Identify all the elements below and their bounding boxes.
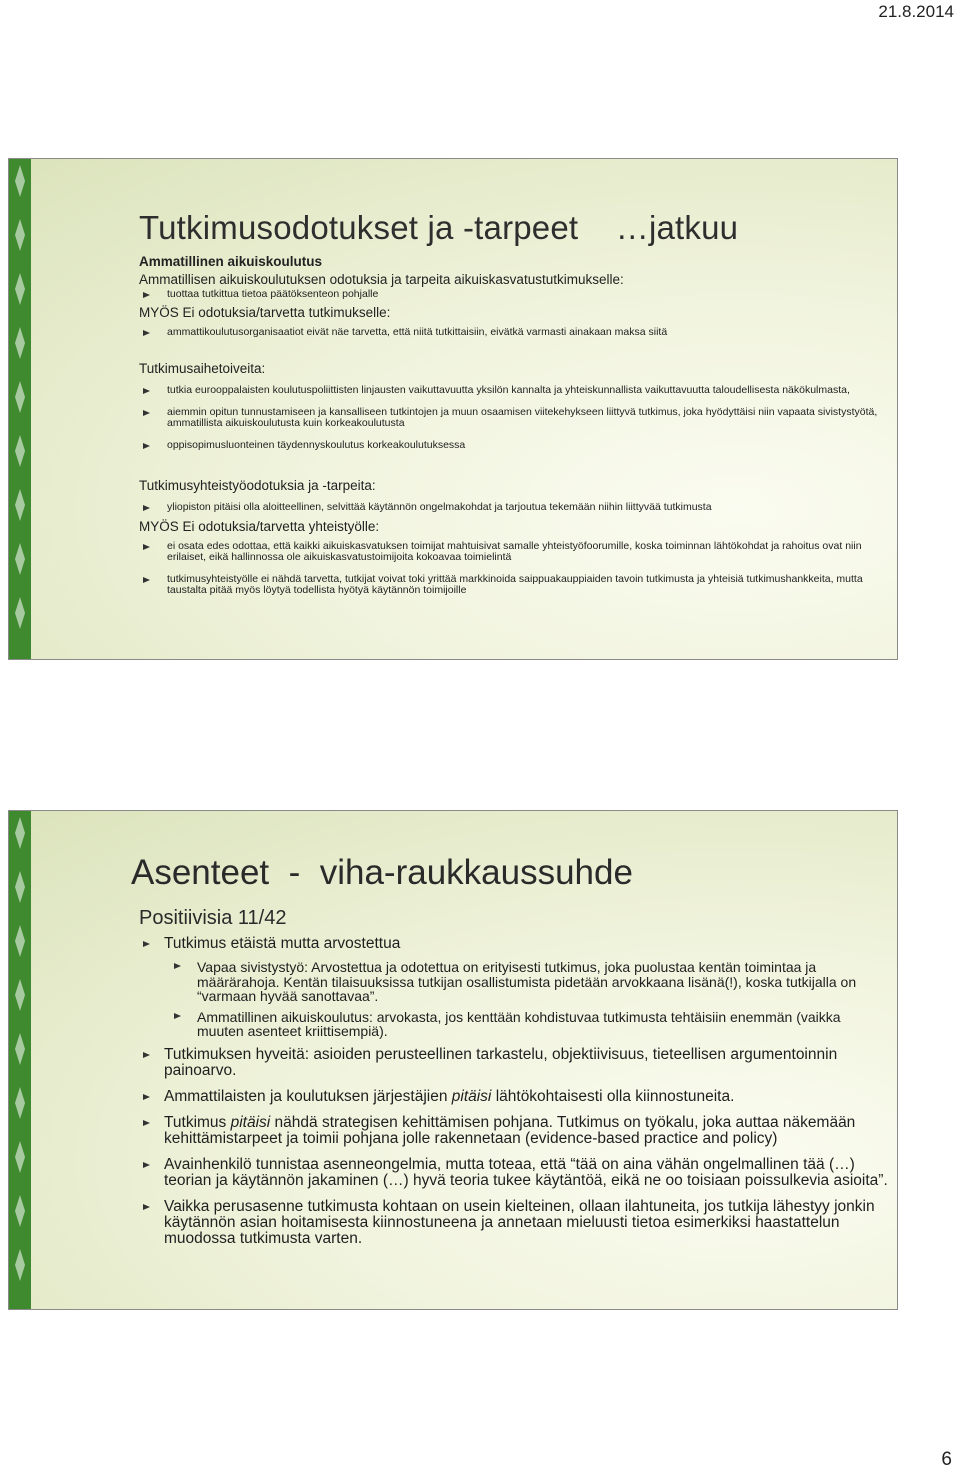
list-item-text: Ammatillinen aikuiskoulutus: arvokasta, jos kenttään kohdistuvaa tutkimusta tehtäisiin enemmän (vaikka muuten asenteet kriittisempiä). <box>197 1008 841 1039</box>
leaf-ornament-icon <box>9 811 31 1311</box>
list-item <box>139 440 889 452</box>
list-item <box>139 936 889 952</box>
emphasis-text: pitäisi <box>451 1087 492 1105</box>
list-item-text: Tutkimus <box>164 1113 231 1131</box>
list-item <box>139 1047 889 1079</box>
arrow-bullet-icon <box>143 543 152 551</box>
slide-side-bar <box>9 159 31 659</box>
list-item <box>139 1089 889 1105</box>
arrow-bullet-icon <box>143 1051 152 1059</box>
arrow-bullet-icon <box>143 409 152 417</box>
arrow-bullet-icon <box>143 1093 152 1101</box>
page-date: 21.8.2014 <box>878 2 954 21</box>
arrow-bullet-icon <box>143 442 152 450</box>
section-heading: Ammatillinen aikuiskoulutus <box>139 254 323 269</box>
list-item-text: Vapaa sivistystyö: Arvostettua ja odotettua on erityisesti tutkimus, joka puolustaa kentän toimintaa ja määrärahoja. Kentän tilaisuuksissa tutkijan osallistumista pidetään arvokkaana lisänä(!), koska tutkijalla on “varmaan hyvää sanottavaa”. <box>197 959 857 1004</box>
slide-2-title: Asenteet - viha-raukkaussuhde <box>131 853 633 892</box>
list-item <box>139 385 889 397</box>
arrow-bullet-icon <box>143 329 152 337</box>
slide-1-title: Tutkimusodotukset ja -tarpeet …jatkuu <box>139 209 739 246</box>
arrow-bullet-icon <box>143 291 152 299</box>
list-item-text: Ammattilaisten ja koulutuksen järjestäjien <box>164 1087 452 1105</box>
page-number: 6 <box>941 1449 952 1470</box>
arrow-bullet-icon <box>143 504 152 512</box>
list-item <box>139 1157 889 1189</box>
list-item-text: Avainhenkilö tunnistaa asenneongelmia, mutta toteaa, että “tää on aina vähän ongelmallinen tää (…) teorian ja käytännön jakaminen (…) hyvä teoria tukee käytäntöä, eikä ne oo toisiaan poissulkevia asioita”. <box>164 1155 888 1189</box>
sub-list-item <box>139 1010 889 1039</box>
list-item-text: tuottaa tutkittua tietoa päätöksenteon pohjalle <box>167 288 379 300</box>
list-item-text: lähtökohtaisesti olla kiinnostuneita. <box>491 1087 735 1105</box>
list-item-text: Tutkimus etäistä mutta arvostettua <box>164 935 401 952</box>
arrow-bullet-icon <box>143 576 152 584</box>
list-item-text: tutkimusyhteistyölle ei nähdä tarvetta, tutkijat voivat toki yrittää markkinoida saippuakauppiaiden tavoin tutkimusta ja yhteisiä tutkimushankkeita, mutta taustalta pitää myös löytyä todellista hyötyä käytännön toimijoille <box>167 572 863 596</box>
coop-label: Tutkimusyhteistyöodotuksia ja -tarpeita: <box>139 478 376 493</box>
arrow-bullet-icon <box>143 1161 152 1169</box>
list-item <box>139 327 889 339</box>
arrow-bullet-icon <box>143 1119 152 1127</box>
slide-side-bar <box>9 811 31 1309</box>
arrow-bullet-icon <box>143 940 152 948</box>
slide-2-body <box>139 907 889 1247</box>
list-item <box>139 541 889 564</box>
arrow-bullet-icon <box>143 1203 152 1211</box>
list-item-text: nähdä strategisen kehittämisen pohjana. Tutkimus on työkalu, joka auttaa näkemään kehittämistarpeet ja toimii pohjana jolle rakennetaan (evidence-based practice and policy) <box>164 1113 856 1147</box>
slide-2 <box>8 810 898 1310</box>
list-item <box>139 407 889 430</box>
arrow-bullet-icon <box>143 387 152 395</box>
also-label: MYÖS Ei odotuksia/tarvetta tutkimukselle: <box>139 304 391 320</box>
list-item-text: yliopiston pitäisi olla aloitteellinen, selvittää käytännön ongelmakohdat ja tarjoutua tekemään niihin liittyvää tutkimusta <box>167 501 712 513</box>
list-item-text: ammattikoulutusorganisaatiot eivät näe tarvetta, että niitä tutkittaisiin, eivätkä varmasti ainakaan maksa siitä <box>167 325 668 338</box>
list-item <box>139 1199 889 1247</box>
list-item-text: tutkia eurooppalaisten koulutuspoliittisten linjausten vaikuttavuutta yksilön kannalta ja yhteiskunnallista vaikuttavuutta taloudellisesta näkökulmasta, <box>167 384 850 396</box>
emphasis-text: pitäisi <box>230 1113 271 1131</box>
list-item <box>139 289 889 301</box>
list-item-text: aiemmin opitun tunnustamiseen ja kansalliseen tutkintojen ja muun osaamisen viitekehykseen liittyvä tutkimus, joka hyödyttäisi niin vapaata sivistystyötä, ammatillista aikuiskoulutusta kuin korkeakoulutusta <box>167 405 878 429</box>
arrow-bullet-icon <box>174 1012 183 1020</box>
list-item <box>139 502 889 514</box>
section-intro: Ammatillisen aikuiskoulutuksen odotuksia ja tarpeita aikuiskasvatustutkimukselle: <box>139 272 624 287</box>
list-item <box>139 574 889 597</box>
slide-1-body <box>139 253 889 597</box>
topics-label: Tutkimusaihetoiveita: <box>139 361 266 376</box>
slide-1 <box>8 158 898 660</box>
sub-list-item <box>139 960 889 1004</box>
list-item-text: oppisopimusluonteinen täydennyskoulutus korkeakoulutuksessa <box>167 438 466 451</box>
arrow-bullet-icon <box>174 962 183 970</box>
slide-2-subtitle: Positiivisia 11/42 <box>139 907 287 929</box>
list-item-text: Tutkimuksen hyveitä: asioiden perusteellinen tarkastelu, objektiivisuus, tieteellisen argumentoinnin painoarvo. <box>164 1045 838 1079</box>
also-label: MYÖS Ei odotuksia/tarvetta yhteistyölle: <box>139 518 380 534</box>
list-item <box>139 1115 889 1147</box>
list-item-text: ei osata edes odottaa, että kaikki aikuiskasvatuksen toimijat mahtuisivat samalle yhteistyöfoorumille, koska toiminnan lähtökohdat ja rahoitus ovat niin erilaiset, eikä hallinnossa ole aikuiskasvatustoimijoita kokoavaa toimielintä <box>167 539 862 563</box>
list-item-text: Vaikka perusasenne tutkimusta kohtaan on usein kielteinen, ollaan ilahtuneita, jos tutkija lähestyy jonkin käytännön asian hoitamisesta kiinnostuneena ja annetaan mieluusti tietoa esimerkiksi haastattelun muodossa tutkimusta varten. <box>164 1197 875 1247</box>
leaf-ornament-icon <box>9 159 31 661</box>
